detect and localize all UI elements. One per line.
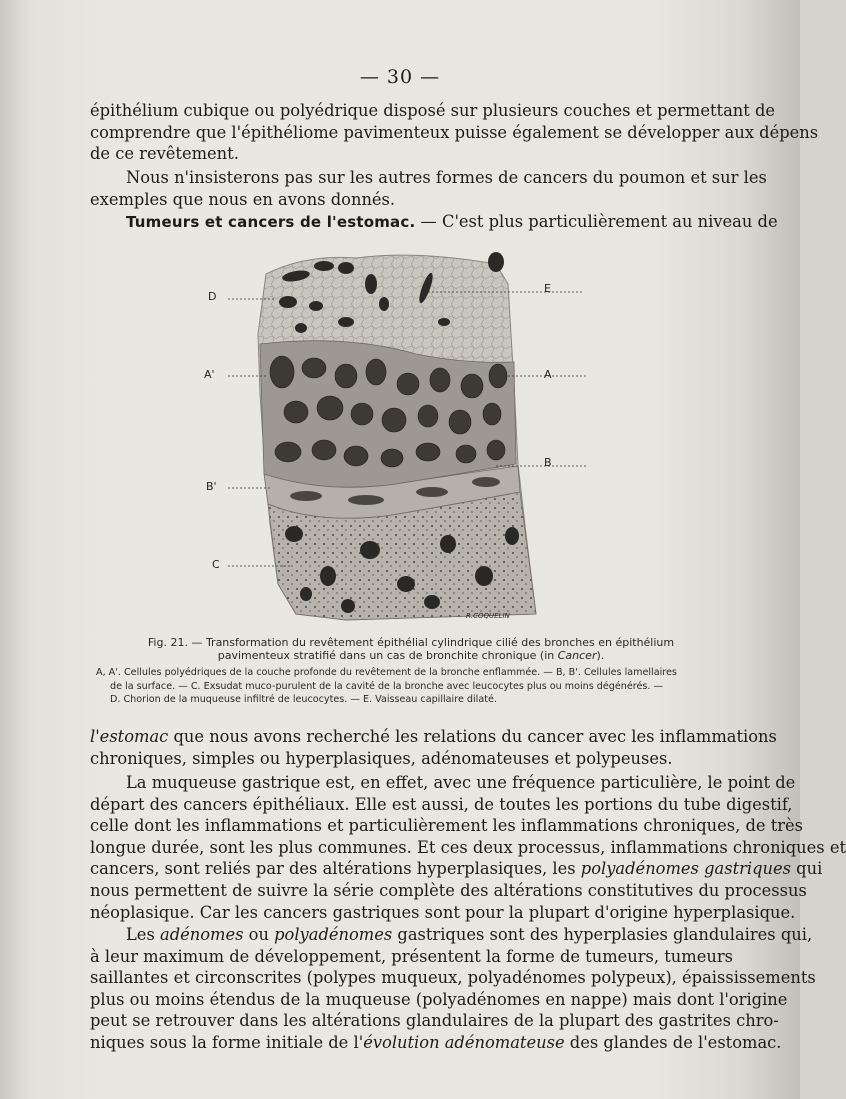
text-line: La muqueuse gastrique est, en effet, avec une fréquence particulière, le point de bbox=[126, 773, 796, 792]
top-paragraph bbox=[90, 100, 819, 165]
text-line: à leur maximum de développement, présentent la forme de tumeurs, tumeurs bbox=[90, 946, 733, 966]
text-line bbox=[90, 924, 813, 946]
caption-title-text: pavimenteux stratifié dans un cas de bronchite chronique (in bbox=[217, 649, 558, 663]
text-line: Nous n'insisterons pas sur les autres formes de cancers du poumon et sur les bbox=[126, 168, 767, 187]
caption-legend-line: D. Chorion de la muqueuse infiltré de leucocytes. — E. Vaisseau capillaire dilaté. bbox=[110, 693, 497, 705]
text-line bbox=[90, 211, 778, 234]
text-line bbox=[90, 1032, 782, 1054]
caption-title-text: — Transformation du revêtement épithélial cylindrique cilié des bronches en épithélium bbox=[187, 636, 675, 649]
emphasis: adénomes bbox=[159, 925, 244, 944]
caption-title-text: ). bbox=[596, 649, 605, 663]
text-line: épithélium cubique ou polyédrique disposé sur plusieurs couches et permettant de bbox=[90, 101, 776, 120]
histology-figure bbox=[196, 244, 556, 624]
body-paragraph-1 bbox=[90, 726, 777, 769]
body-paragraph-3 bbox=[90, 924, 816, 1054]
text-run: gastriques sont des hyperplasies glandulaires qui, bbox=[392, 925, 813, 944]
figure-label-b: B bbox=[544, 456, 552, 469]
text-line: nous permettent de suivre la série complète des altérations constitutives du processus bbox=[90, 880, 807, 900]
text-line: celle dont les inflammations et particulièrement les inflammations chroniques, de très bbox=[90, 816, 804, 836]
emphasis: polyadénomes bbox=[274, 925, 393, 944]
text-line: peut se retrouver dans les altérations glandulaires de la plupart des gastrites chro- bbox=[90, 1011, 779, 1031]
caption-legend-line: de la surface. — C. Exsudat muco-purulent de la cavité de la bronche avec leucocytes plus ou moins dégénérés. — bbox=[110, 680, 664, 692]
caption-title-line bbox=[96, 636, 726, 649]
text-run: Les bbox=[126, 925, 160, 944]
emphasis: évolution adénomateuse bbox=[363, 1032, 565, 1052]
text-line: de ce revêtement. bbox=[90, 144, 239, 164]
text-line: plus ou moins étendus de la muqueuse (polyadénomes en nappe) mais dont l'origine bbox=[90, 989, 788, 1009]
histology-illustration bbox=[196, 244, 556, 624]
figure-label-d: D bbox=[208, 290, 217, 303]
figure-caption bbox=[96, 636, 726, 706]
figure-number: Fig. 21. bbox=[147, 636, 188, 649]
text-line: départ des cancers épithéliaux. Elle est aussi, de toutes les portions du tube digestif, bbox=[90, 794, 793, 814]
text-run: que nous avons recherché les relations du cancer avec les inflammations bbox=[168, 727, 777, 746]
text-run: qui bbox=[791, 859, 823, 879]
figure-label-a-prime: A' bbox=[204, 368, 215, 381]
caption-title-line bbox=[96, 649, 726, 662]
figure-label-e: E bbox=[544, 282, 551, 295]
second-paragraph bbox=[90, 167, 767, 210]
text-line: comprendre que l'épithéliome pavimenteux puisse également se développer aux dépens bbox=[90, 122, 819, 142]
text-line bbox=[90, 858, 823, 880]
section-heading-paragraph bbox=[90, 211, 778, 234]
section-heading: Tumeurs et cancers de l'estomac. bbox=[126, 213, 416, 231]
text-line: longue durée, sont les plus communes. Et ces deux processus, inflammations chroniques et bbox=[90, 837, 846, 857]
emphasis: l'estomac bbox=[90, 727, 169, 746]
page-number: — 30 — bbox=[359, 66, 441, 88]
text-run: niques sous la forme initiale de l' bbox=[90, 1032, 364, 1052]
text-line: néoplasique. Car les cancers gastriques sont pour la plupart d'origine hyperplasique. bbox=[90, 902, 796, 922]
text-line: exemples que nous en avons donnés. bbox=[90, 189, 396, 209]
body-paragraph-2 bbox=[90, 772, 846, 923]
figure-label-b-prime: B' bbox=[206, 480, 217, 493]
text-line: chroniques, simples ou hyperplasiques, adénomateuses et polypeuses. bbox=[90, 748, 673, 768]
text-run: ou bbox=[243, 925, 275, 944]
text-line: saillantes et circonscrites (polypes muqueux, polyadénomes polypeux), épaississements bbox=[90, 968, 816, 988]
text-line bbox=[90, 726, 777, 748]
caption-legend-line: A, A'. Cellules polyédriques de la couche profonde du revêtement de la bronche enflammée. — B, B'. Cellules lamellaires bbox=[96, 667, 677, 679]
figure-label-c: C bbox=[212, 558, 220, 571]
caption-title-emphasis: Cancer bbox=[557, 649, 597, 663]
figure-label-a: A bbox=[544, 368, 552, 381]
emphasis: polyadénomes gastriques bbox=[580, 859, 791, 879]
illustrator-signature: R.COQUELIN bbox=[466, 612, 510, 620]
heading-continuation: — C'est plus particulièrement au niveau de bbox=[415, 212, 778, 231]
text-run: cancers, sont reliés par des altérations hyperplasiques, les bbox=[90, 859, 581, 879]
text-run: des glandes de l'estomac. bbox=[564, 1032, 782, 1052]
